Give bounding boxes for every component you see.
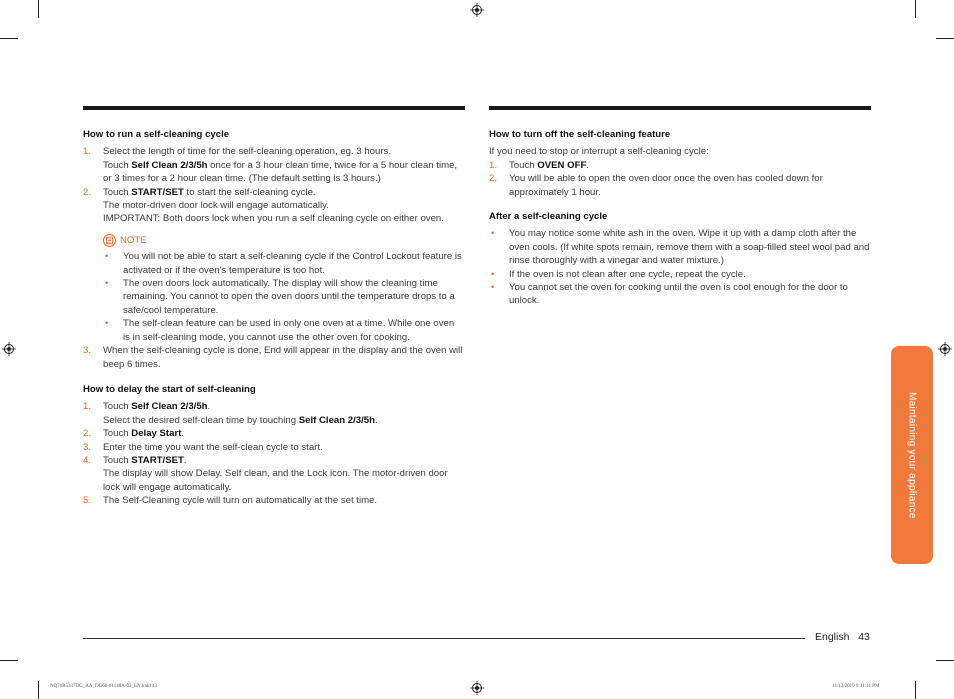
registration-mark-icon xyxy=(2,342,16,356)
step-number: 2. xyxy=(83,428,92,440)
chapter-tab-label-wrap xyxy=(891,346,933,564)
crop-mark xyxy=(38,681,39,699)
step-number: 1. xyxy=(83,401,92,413)
section-rule-right xyxy=(489,106,871,110)
list-item xyxy=(489,172,871,199)
list-item xyxy=(83,344,463,371)
crop-mark xyxy=(915,681,916,699)
print-slug-file: NQ70R5337DG_AA_DG68-01148A-02_EN.indd 43 xyxy=(50,684,158,689)
step-text: Enter the time you want the self-clean cycle to start. xyxy=(103,441,323,453)
step-text: Touch START/SET. xyxy=(103,454,187,466)
crop-mark xyxy=(936,38,954,39)
list-item xyxy=(83,494,463,507)
step-number: 4. xyxy=(83,454,92,466)
footer-rule xyxy=(83,638,805,639)
list-item: • You cannot set the oven for cooking until the oven is cool enough for the door to unlock. xyxy=(491,282,848,307)
list-item xyxy=(489,159,871,172)
step-number: 1. xyxy=(83,146,92,158)
control-key-name: Self Clean 2/3/5h xyxy=(131,159,208,171)
step-text: Touch Self Clean 2/3/5h once for a 3 hour clean time, twice for a 5 hour clean time, or 3 times for a 2 hour clean time. (The default setting is 3 hours.) xyxy=(103,159,458,185)
list-item xyxy=(83,400,463,427)
step-number: 2. xyxy=(83,186,92,198)
note-box xyxy=(103,234,463,344)
step-text: The motor-driven door lock will engage automatically. xyxy=(103,200,329,212)
section-heading: After a self-cleaning cycle xyxy=(489,211,608,223)
crop-mark xyxy=(915,0,916,18)
list-item xyxy=(83,427,463,440)
step-text: You will be able to open the oven door once the oven has cooled down for approximately 1 hour. xyxy=(509,173,823,198)
step-text: The Self-Cleaning cycle will turn on automatically at the set time. xyxy=(103,495,378,507)
footer-language: English xyxy=(815,631,850,643)
note-header xyxy=(103,234,463,247)
section-heading: How to run a self-cleaning cycle xyxy=(83,129,230,140)
registration-mark-icon xyxy=(470,681,484,695)
step-text: When the self-cleaning cycle is done, End will appear in the display and the oven will beep 6 times. xyxy=(103,345,463,370)
registration-mark-icon xyxy=(470,3,484,17)
control-key-name: Self Clean 2/3/5h xyxy=(131,401,208,413)
page-footer xyxy=(815,631,870,643)
step-text: IMPORTANT: Both doors lock when you run a self cleaning cycle on either oven. xyxy=(103,213,444,225)
list-item xyxy=(83,145,463,185)
note-bullet: • You will not be able to start a self-cleaning cycle if the Control Lockout feature is activated or if the oven’s temperature is too hot. xyxy=(105,251,462,276)
intro-text: If you need to stop or interrupt a self-cleaning cycle: xyxy=(489,146,709,158)
page-number: 43 xyxy=(858,631,870,643)
step-text: The display will show Delay, Self clean, and the Lock icon. The motor-driven door lock will engage automatically. xyxy=(103,468,448,493)
note-bullet: • The oven doors lock automatically. The display will show the cleaning time remaining. You cannot to open the oven doors until the temperature drops to a safe/cool temperature. xyxy=(105,278,455,316)
control-key-name: OVEN OFF xyxy=(537,159,587,171)
step-number: 5. xyxy=(83,495,92,507)
step-text: Touch Self Clean 2/3/5h. xyxy=(103,401,211,413)
right-column xyxy=(489,128,871,308)
list-item: • If the oven is not clean after one cycle, repeat the cycle. xyxy=(491,268,746,280)
step-number: 1. xyxy=(489,159,498,171)
section-heading: How to delay the start of self-cleaning xyxy=(83,383,256,395)
note-label: NOTE xyxy=(120,234,147,246)
control-key-name: START/SET xyxy=(131,186,184,198)
list-item xyxy=(83,186,463,226)
list-item xyxy=(83,454,463,494)
note-bullet: • The self-clean feature can be used in only one oven at a time. While one oven is in self-cleaning mode, you cannot use the other oven for cooking. xyxy=(105,318,455,343)
control-key-name: Delay Start xyxy=(131,428,182,440)
note-icon xyxy=(103,234,116,247)
print-slug-date: 11/13/2019 9:31:11 PM xyxy=(832,684,880,689)
control-key-name: Self Clean 2/3/5h xyxy=(298,414,375,426)
step-text: Touch OVEN OFF. xyxy=(509,159,589,171)
crop-mark xyxy=(0,660,18,661)
chapter-tab-label: Maintaining your appliance xyxy=(906,391,918,519)
list-item xyxy=(83,441,463,454)
registration-mark-icon xyxy=(938,342,952,356)
step-number: 3. xyxy=(83,441,92,453)
crop-mark xyxy=(0,38,18,39)
step-number: 3. xyxy=(83,345,92,357)
step-text: Select the length of time for the self-cleaning operation, eg. 3 hours. xyxy=(103,146,391,158)
left-column xyxy=(83,128,463,508)
section-rule-left xyxy=(83,106,465,110)
control-key-name: START/SET xyxy=(131,454,184,466)
step-number: 2. xyxy=(489,173,498,185)
crop-mark xyxy=(38,0,39,18)
crop-mark xyxy=(936,660,954,661)
step-text: Touch START/SET to start the self-cleaning cycle. xyxy=(103,186,316,198)
list-item: • You may notice some white ash in the oven. Wipe it up with a damp cloth after the oven cools. (If white spots remain, remove them with a soap-filled steel wool pad and rinse thoroughly with a vinegar and water mixture.) xyxy=(491,228,870,267)
section-heading: How to turn off the self-cleaning feature xyxy=(489,129,671,140)
step-text: Select the desired self-clean time by touching Self Clean 2/3/5h. xyxy=(103,414,378,426)
step-text: Touch Delay Start. xyxy=(103,428,185,440)
